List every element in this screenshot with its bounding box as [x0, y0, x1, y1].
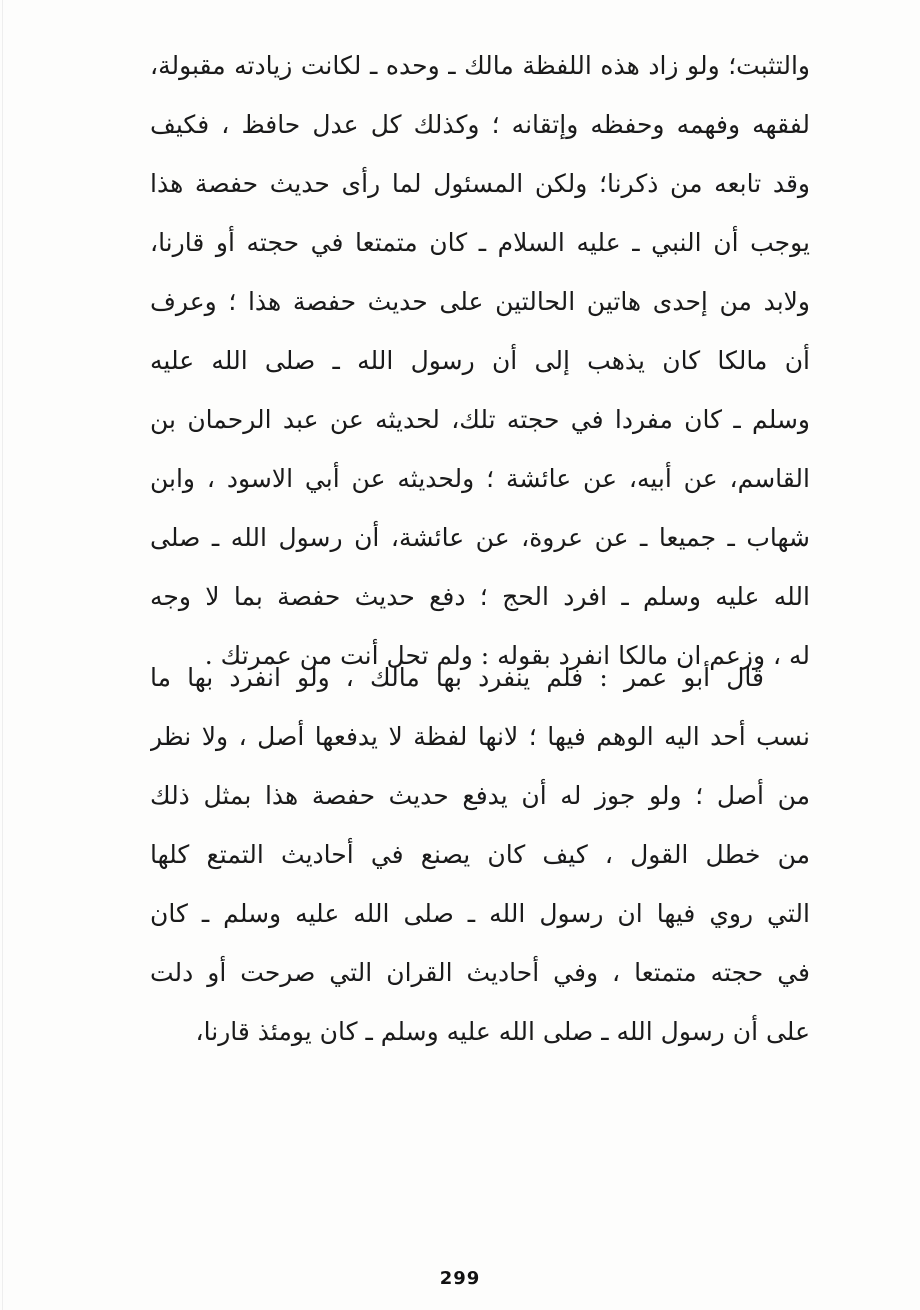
text-line: وسلم ـ كان مفردا في حجته تلك، لحديثه عن عبد الرحمان بن	[150, 405, 810, 434]
page-number: 299	[439, 1268, 481, 1289]
text-line: قال أبو عمر : فلم ينفرد بها مالك ، ولو انفرد بها ما	[150, 663, 764, 692]
text-line: له ، وزعم ان مالكا انفرد بقوله : ولم تحل أنت من عمرتك .	[204, 641, 810, 670]
text-line: أن مالكا كان يذهب إلى أن رسول الله ـ صلى الله عليه	[150, 346, 810, 375]
text-line: ولابد من إحدى هاتين الحالتين على حديث حفصة هذا ؛ وعرف	[150, 287, 810, 316]
scan-edge-shadow	[2, 0, 3, 1310]
text-line: في حجته متمتعا ، وفي أحاديث القران التي صرحت أو دلت	[150, 958, 810, 987]
text-line: والتثبت؛ ولو زاد هذه اللفظة مالك ـ وحده ـ لكانت زيادته مقبولة،	[150, 51, 810, 80]
text-line: يوجب أن النبي ـ عليه السلام ـ كان متمتعا في حجته أو قارنا،	[150, 228, 810, 257]
paragraph-2	[150, 648, 810, 1061]
text-line: القاسم، عن أبيه، عن عائشة ؛ ولحديثه عن أبي الاسود ، وابن	[150, 464, 810, 493]
text-line: من خطل القول ، كيف كان يصنع في أحاديث التمتع كلها	[150, 840, 810, 869]
text-line: على أن رسول الله ـ صلى الله عليه وسلم ـ كان يومئذ قارنا،	[195, 1017, 810, 1046]
paragraph-1	[150, 36, 810, 685]
text-line: وقد تابعه من ذكرنا؛ ولكن المسئول لما رأى حديث حفصة هذا	[150, 169, 810, 198]
text-line: التي روي فيها ان رسول الله ـ صلى الله عليه وسلم ـ كان	[150, 899, 810, 928]
text-line: شهاب ـ جميعا ـ عن عروة، عن عائشة، أن رسول الله ـ صلى	[150, 523, 810, 552]
text-line: لفقهه وفهمه وحفظه وإتقانه ؛ وكذلك كل عدل حافظ ، فكيف	[150, 110, 810, 139]
text-line: الله عليه وسلم ـ افرد الحج ؛ دفع حديث حفصة بما لا وجه	[150, 582, 810, 611]
text-line: نسب أحد اليه الوهم فيها ؛ لانها لفظة لا يدفعها أصل ، ولا نظر	[150, 722, 810, 751]
text-line: من أصل ؛ ولو جوز له أن يدفع حديث حفصة هذا بمثل ذلك	[150, 781, 810, 810]
